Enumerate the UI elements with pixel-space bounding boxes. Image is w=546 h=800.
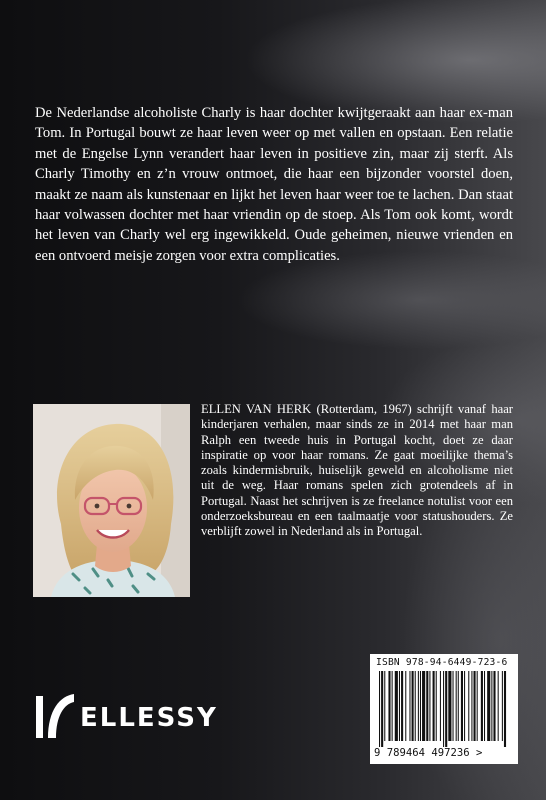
publisher-logo-mark-icon — [34, 690, 76, 742]
barcode-bar — [456, 671, 457, 741]
barcode-bar — [443, 671, 444, 747]
barcode-bar — [477, 671, 478, 741]
barcode-bar — [420, 671, 421, 741]
barcode-bar — [468, 671, 469, 741]
barcode-bar — [461, 671, 463, 741]
barcode-bar — [384, 671, 385, 741]
barcode-bar — [409, 671, 410, 741]
barcode-bar — [481, 671, 483, 741]
barcode-bars — [379, 671, 509, 747]
barcode-bar — [415, 671, 416, 741]
barcode-bar — [418, 671, 419, 741]
barcode-bar — [405, 671, 406, 741]
barcode-bar — [498, 671, 499, 741]
barcode-bar — [392, 671, 393, 741]
barcode-bar — [399, 671, 400, 741]
barcode-bar — [474, 671, 476, 741]
barcode-bar — [491, 671, 492, 741]
barcode-bar — [436, 671, 437, 741]
barcode-bar — [464, 671, 465, 741]
barcode-bar — [458, 671, 459, 741]
barcode-bar — [502, 671, 503, 741]
isbn-label: ISBN 978-94-6449-723-6 — [376, 657, 508, 668]
barcode-bar — [401, 671, 403, 741]
barcode-bar — [504, 671, 506, 747]
author-photo — [33, 404, 190, 597]
barcode-bar — [388, 671, 390, 741]
barcode-bar — [395, 671, 398, 741]
barcode-bar — [426, 671, 428, 741]
barcode-bar — [445, 671, 447, 747]
author-portrait-image — [33, 404, 190, 597]
book-blurb: De Nederlandse alcoholiste Charly is haar dochter kwijtgeraakt aan haar ex-man Tom. In Portugal bouwt ze haar leven weer op met vallen en opstaan. Een relatie met de Engelse Lynn verandert haar leven in positieve zin, maar zij sterft. Als Charly Timothy en z’n vrouw ontmoet, die haar een bijzonder voorstel doen, maakt ze naam als kunstenaar en lijkt het leven haar weer toe te lachen. Dan staat haar volwassen dochter met haar vriendin op de stoep. Als Tom ook komt, wordt het leven van Charly wel erg ingewikkeld. Oude geheimen, nieuwe vrienden en een ontvoerd meisje zorgen voor extra complicaties. — [35, 105, 513, 264]
barcode-bar — [440, 671, 441, 741]
publisher-name: ELLESSY — [80, 703, 218, 733]
barcode-bar — [484, 671, 485, 741]
barcode-bar — [493, 671, 495, 741]
barcode-bar — [422, 671, 425, 741]
barcode-bar — [487, 671, 490, 741]
barcode-bar — [433, 671, 435, 741]
barcode-bar — [381, 671, 383, 747]
isbn-barcode — [370, 654, 518, 764]
barcode-bar — [471, 671, 472, 741]
publisher-logo — [34, 690, 244, 742]
barcode-bar — [412, 671, 414, 741]
barcode-bar — [453, 671, 454, 741]
barcode-bar — [429, 671, 430, 741]
ean-digits: 9 789464 497236 > — [374, 747, 483, 759]
barcode-bar — [448, 671, 451, 741]
author-bio: ELLEN VAN HERK (Rotterdam, 1967) schrijft vanaf haar kinderjaren verhalen, maar sinds ze in 2014 met haar man Ralph een tweede huis in Portugal kocht, doet ze daar inspiratie op voor haar romans. Ze gaat moeilijke thema’s zoals kindermisbruik, huiselijk geweld en alcoholisme niet uit de weg. Haar romans spelen zich grotendeels af in Portugal. Naast het schrijven is ze freelance notulist voor een onderzoeksbureau en een taalmaatje voor statushouders. Ze verblijft zowel in Nederland als in Portugal. — [201, 402, 513, 539]
barcode-bar — [379, 671, 380, 747]
